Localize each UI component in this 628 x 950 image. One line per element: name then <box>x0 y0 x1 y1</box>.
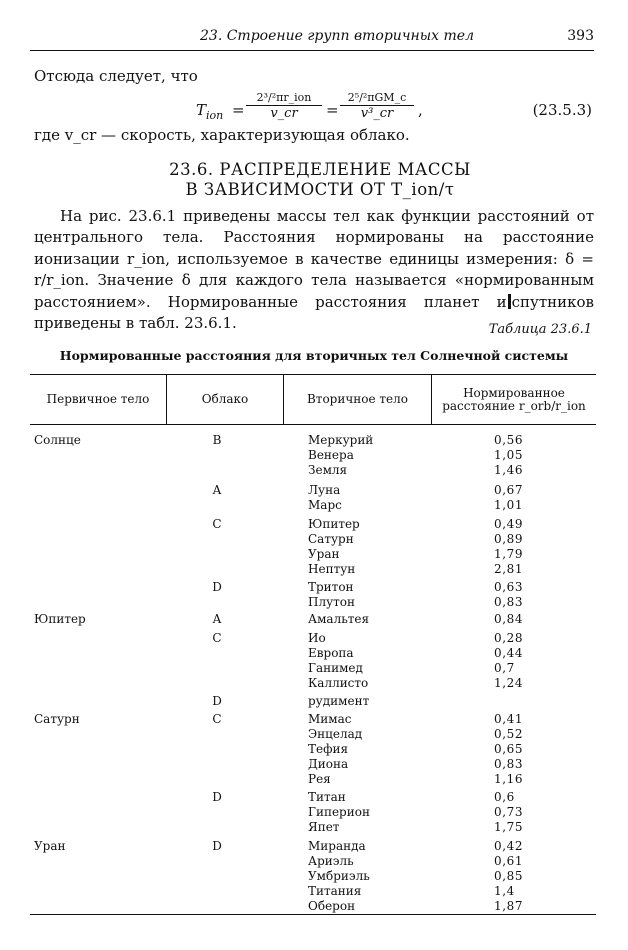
normalized-distance-cell: 0,41 <box>494 712 524 726</box>
primary-body-cell: Юпитер <box>34 612 86 626</box>
normalized-distance-cell: 0,89 <box>494 532 524 546</box>
table-row <box>0 868 628 884</box>
normalized-distance-cell: 1,16 <box>494 772 524 786</box>
primary-body-cell: Солнце <box>34 433 81 447</box>
normalized-distance-cell: 0,73 <box>494 805 524 819</box>
cloud-cell: A <box>212 483 222 497</box>
normalized-distance-cell: 0,61 <box>494 854 524 868</box>
secondary-body-cell: Уран <box>308 547 340 561</box>
table-row <box>0 898 628 914</box>
secondary-body-cell: Оберон <box>308 899 356 913</box>
secondary-body-cell: Япет <box>308 820 340 834</box>
table-row <box>0 447 628 463</box>
secondary-body-cell: Сатурн <box>308 532 354 546</box>
table-caption: Таблица 23.6.1 <box>488 322 592 337</box>
table-row <box>0 771 628 787</box>
normalized-distance-cell: 0,6 <box>494 790 515 804</box>
normalized-distance-cell: 0,42 <box>494 839 524 853</box>
table-row <box>0 594 628 610</box>
equation-number: (23.5.3) <box>532 101 592 119</box>
normalized-distance-cell: 1,46 <box>494 463 524 477</box>
secondary-body-cell: Титан <box>308 790 346 804</box>
running-title: 23. Строение групп вторичных тел <box>200 28 474 44</box>
table-row <box>0 516 628 532</box>
table-row <box>0 432 628 448</box>
text-cursor-icon <box>508 294 511 309</box>
table-row <box>0 497 628 513</box>
normalized-distance-cell: 2,81 <box>494 562 524 576</box>
normalized-distance-cell: 0,63 <box>494 580 524 594</box>
secondary-body-cell: Европа <box>308 646 354 660</box>
secondary-body-cell: Ганимед <box>308 661 363 675</box>
secondary-body-cell: Венера <box>308 448 354 462</box>
normalized-distance-cell: 0,28 <box>494 631 524 645</box>
table-row <box>0 561 628 577</box>
table-row <box>0 711 628 727</box>
secondary-body-cell: Юпитер <box>308 517 360 531</box>
table-row <box>0 579 628 595</box>
table-header-rule <box>30 424 596 425</box>
cloud-cell: A <box>212 612 222 626</box>
table-row <box>0 789 628 805</box>
table-row <box>0 611 628 627</box>
normalized-distance-cell: 0,83 <box>494 757 524 771</box>
table-row <box>0 660 628 676</box>
cloud-cell: C <box>212 631 222 645</box>
secondary-body-cell: рудимент <box>308 694 370 708</box>
table-title: Нормированные расстояния для вторичных тел Солнечной системы <box>59 348 569 363</box>
table-row <box>0 853 628 869</box>
normalized-distance-cell: 1,75 <box>494 820 524 834</box>
secondary-body-cell: Тритон <box>308 580 354 594</box>
fraction-2: 2⁵/²πGM_c v³_cr <box>340 90 414 122</box>
normalized-distance-cell: 0,52 <box>494 727 524 741</box>
after-equation-line: где v_cr — скорость, характеризующая облако. <box>34 126 410 144</box>
normalized-distance-cell: 0,56 <box>494 433 524 447</box>
normalized-distance-cell: 0,83 <box>494 595 524 609</box>
cloud-cell: D <box>212 580 222 594</box>
secondary-body-cell: Рея <box>308 772 331 786</box>
normalized-distance-cell: 0,67 <box>494 483 524 497</box>
intro-line: Отсюда следует, что <box>34 67 198 85</box>
section-title-line-2: В ЗАВИСИМОСТИ ОТ T_ion/τ <box>185 180 455 199</box>
table-row <box>0 693 628 709</box>
secondary-body-cell: Ио <box>308 631 326 645</box>
cloud-cell: C <box>212 517 222 531</box>
cloud-cell: D <box>212 694 222 708</box>
normalized-distance-cell: 0,84 <box>494 612 524 626</box>
normalized-distance-cell: 1,4 <box>494 884 515 898</box>
secondary-body-cell: Амальтея <box>308 612 370 626</box>
table-row <box>0 462 628 478</box>
cloud-cell: C <box>212 712 222 726</box>
cloud-cell: D <box>212 790 222 804</box>
secondary-body-cell: Меркурий <box>308 433 374 447</box>
table-row <box>0 819 628 835</box>
table-row <box>0 675 628 691</box>
secondary-body-cell: Плутон <box>308 595 356 609</box>
header-cloud: Облако <box>201 392 249 406</box>
secondary-body-cell: Каллисто <box>308 676 369 690</box>
equation: $T_{ion}$ = 2³/²πr_ion v_cr = 2⁵/²πGM_c v³_cr , <box>196 91 423 122</box>
normalized-distance-cell: 1,24 <box>494 676 524 690</box>
secondary-body-cell: Нептун <box>308 562 356 576</box>
normalized-distance-cell: 0,85 <box>494 869 524 883</box>
table-row <box>0 645 628 661</box>
table-row <box>0 531 628 547</box>
body-paragraph: На рис. 23.6.1 приведены массы тел как функции расстояний от центрального тела. Расстояния нормированы на расстояние ионизации r_ion, используемое в качестве единицы измерения: δ = r/r_ion. Значение δ для каждого тела называется «нормированным расстоянием». Нормированные расстояния планет и спутников приведены в табл. 23.6.1. <box>34 207 594 333</box>
normalized-distance-cell: 0,65 <box>494 742 524 756</box>
table-row <box>0 482 628 498</box>
secondary-body-cell: Луна <box>308 483 341 497</box>
primary-body-cell: Сатурн <box>34 712 80 726</box>
secondary-body-cell: Земля <box>308 463 348 477</box>
header-normalized-distance: Нормированное расстояние r_orb/r_ion <box>442 385 586 413</box>
normalized-distance-cell: 1,87 <box>494 899 524 913</box>
secondary-body-cell: Титания <box>308 884 362 898</box>
secondary-body-cell: Умбриэль <box>308 869 370 883</box>
header-secondary-body: Вторичное тело <box>306 392 409 406</box>
normalized-distance-cell: 1,05 <box>494 448 524 462</box>
header-primary-body: Первичное тело <box>46 392 150 406</box>
normalized-distance-cell: 0,7 <box>494 661 515 675</box>
secondary-body-cell: Ариэль <box>308 854 354 868</box>
secondary-body-cell: Мимас <box>308 712 352 726</box>
secondary-body-cell: Гиперион <box>308 805 370 819</box>
secondary-body-cell: Энцелад <box>308 727 363 741</box>
secondary-body-cell: Диона <box>308 757 349 771</box>
primary-body-cell: Уран <box>34 839 66 853</box>
table-row <box>0 804 628 820</box>
secondary-body-cell: Марс <box>308 498 342 512</box>
secondary-body-cell: Тефия <box>308 742 349 756</box>
cloud-cell: D <box>212 839 222 853</box>
table-row <box>0 630 628 646</box>
table-row <box>0 546 628 562</box>
normalized-distance-cell: 1,01 <box>494 498 524 512</box>
running-header <box>30 28 594 51</box>
table-row <box>0 756 628 772</box>
section-title-line-1: 23.6. РАСПРЕДЕЛЕНИЕ МАССЫ <box>169 160 471 179</box>
cloud-cell: B <box>212 433 222 447</box>
fraction-1: 2³/²πr_ion v_cr <box>246 90 322 122</box>
table-row <box>0 838 628 854</box>
page-number: 393 <box>567 28 594 44</box>
table-bottom-rule <box>30 914 596 915</box>
normalized-distance-cell: 0,44 <box>494 646 524 660</box>
table-row <box>0 883 628 899</box>
table-row <box>0 741 628 757</box>
secondary-body-cell: Миранда <box>308 839 366 853</box>
normalized-distance-cell: 0,49 <box>494 517 524 531</box>
normalized-distance-cell: 1,79 <box>494 547 524 561</box>
table-row <box>0 726 628 742</box>
equation-lhs: $T_{ion}$ <box>196 101 224 122</box>
